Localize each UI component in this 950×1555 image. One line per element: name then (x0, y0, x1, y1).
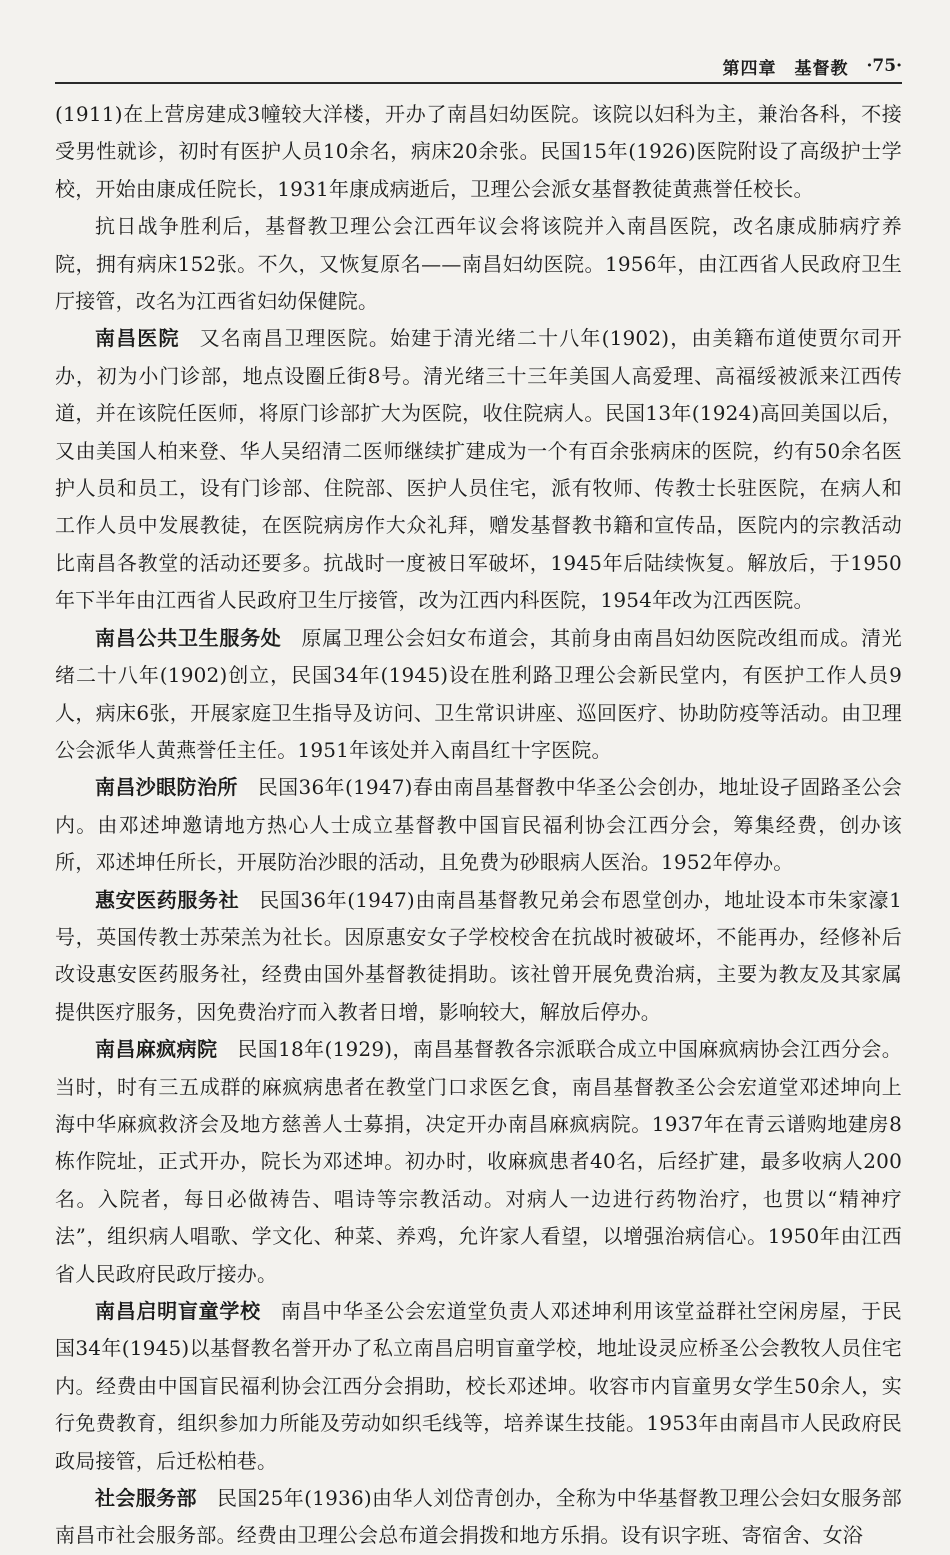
section-label: 基督教 (794, 58, 849, 79)
entry-heading: 南昌启明盲童学校 (95, 1299, 261, 1323)
paragraph-text: 民国18年(1929)，南昌基督教各宗派联合成立中国麻疯病协会江西分会。当时，时有三五成群的麻疯病患者在教堂门口求医乞食，南昌基督教圣公会宏道堂邓述坤向上海中华麻疯救济会及地方慈善人士募捐，决定开办南昌麻疯病院。1937年在青云谱购地建房8栋作院址，正式开办，院长为邓述坤。初办时，收麻疯患者40名，后经扩建，最多收病人200名。入院者，每日必做祷告、唱诗等宗教活动。对病人一边进行药物治疗，也贯以“精神疗法”，组织病人唱歌、学文化、种菜、养鸡，允许家人看望，以增强治病信心。1950年由江西省人民政府民政厅接办。 (55, 1037, 902, 1286)
paragraph (55, 882, 902, 1032)
paragraph-text: 原属卫理公会妇女布道会，其前身由南昌妇幼医院改组而成。清光绪二十八年(1902)创立，民国34年(1945)设在胜利路卫理公会新民堂内，有医护工作人员9人，病床6张，开展家庭卫生指导及访问、卫生常识讲座、巡回医疗、协助防疫等活动。由卫理公会派华人黄燕誉任主任。1951年该处并入南昌红十字医院。 (55, 625, 902, 762)
page-header (55, 50, 902, 84)
paragraph (55, 96, 902, 208)
page-body (55, 96, 902, 1555)
paragraph-text: 抗日战争胜利后，基督教卫理公会江西年议会将该院并入南昌医院，改名康成肺病疗养院，拥有病床152张。不久，又恢复原名——南昌妇幼医院。1956年，由江西省人民政府卫生厅接管，改名为江西省妇幼保健院。 (55, 214, 902, 314)
paragraph-text: (1911)在上营房建成3幢较大洋楼，开办了南昌妇幼医院。该院以妇科为主，兼治各科，不接受男性就诊，初时有医护人员10余名，病床20余张。民国15年(1926)医院附设了高级护士学校，开始由康成任院长，1931年康成病逝后，卫理公会派女基督教徒黄燕誉任校长。 (55, 102, 902, 201)
entry-heading: 南昌医院 (95, 326, 180, 351)
paragraph-text: 南昌中华圣公会宏道堂负责人邓述坤利用该堂益群社空闲房屋，于民国34年(1945)以基督教名誉开办了私立南昌启明盲童学校，地址设灵应桥圣公会教牧人员住宅内。经费由中国盲民福利协会江西分会捐助，校长邓述坤。收容市内盲童男女学生50余人，实行免费教育，组织参加力所能及劳动如织毛线等，培养谋生技能。1953年由南昌市人民政府民政局接管，后迁松柏巷。 (55, 1299, 902, 1473)
paragraph (55, 1031, 902, 1293)
paragraph-text: 又名南昌卫理医院。始建于清光绪二十八年(1902)，由美籍布道使贾尔司开办，初为小门诊部，地点设圈丘街8号。清光绪三十三年美国人高爱理、高福绥被派来江西传道，并在该院任医师，将原门诊部扩大为医院，收住院病人。民国13年(1924)高回美国以后，又由美国人柏来登、华人吴绍清二医师继续扩建成为一个有百余张病床的医院，约有50余名医护人员和员工，设有门诊部、住院部、医护人员住宅，派有牧师、传教士长驻医院，在病人和工作人员中发展教徒，在医院病房作大众礼拜，赠发基督教书籍和宣传品，医院内的宗教活动比南昌各教堂的活动还要多。抗战时一度被日军破坏，1945年后陆续恢复。解放后，于1950年下半年由江西省人民政府卫生厅接管，改为江西内科医院，1954年改为江西医院。 (55, 326, 902, 613)
paragraph (55, 1480, 902, 1555)
paragraph-text: 民国36年(1947)春由南昌基督教中华圣公会创办，地址设孑固路圣公会内。由邓述坤邀请地方热心人士成立基督教中国盲民福利协会江西分会，筹集经费，创办该所，邓述坤任所长，开展防治沙眼的活动，且免费为砂眼病人医治。1952年停办。 (55, 775, 902, 875)
paragraph (55, 1293, 902, 1480)
paragraph-text: 民国25年(1936)由华人刘岱青创办，全称为中华基督教卫理公会妇女服务部南昌市社会服务部。经费由卫理公会总布道会捐拨和地方乐捐。设有识字班、寄宿舍、女浴 (55, 1486, 902, 1548)
entry-heading: 南昌公共卫生服务处 (95, 625, 282, 650)
paragraph-text: 民国36年(1947)由南昌基督教兄弟会布恩堂创办，地址设本市朱家濠1号，英国传教士苏荣羔为社长。因原惠安女子学校校舍在抗战时被破坏，不能再办，经修补后改设惠安医药服务社，经费由国外基督教徒捐助。该社曾开展免费治病，主要为教友及其家属提供医疗服务，因免费治疗而入教者日增，影响较大，解放后停办。 (55, 887, 902, 1024)
chapter-label: 第四章 (722, 58, 777, 79)
entry-heading: 南昌沙眼防治所 (95, 775, 238, 800)
paragraph (55, 208, 902, 320)
paragraph (55, 769, 902, 881)
entry-heading: 南昌麻疯病院 (95, 1037, 218, 1062)
entry-heading: 社会服务部 (95, 1486, 197, 1511)
paragraph (55, 620, 902, 770)
paragraph (55, 320, 902, 619)
entry-heading: 惠安医药服务社 (95, 887, 240, 912)
page-number: ·75· (866, 56, 902, 76)
